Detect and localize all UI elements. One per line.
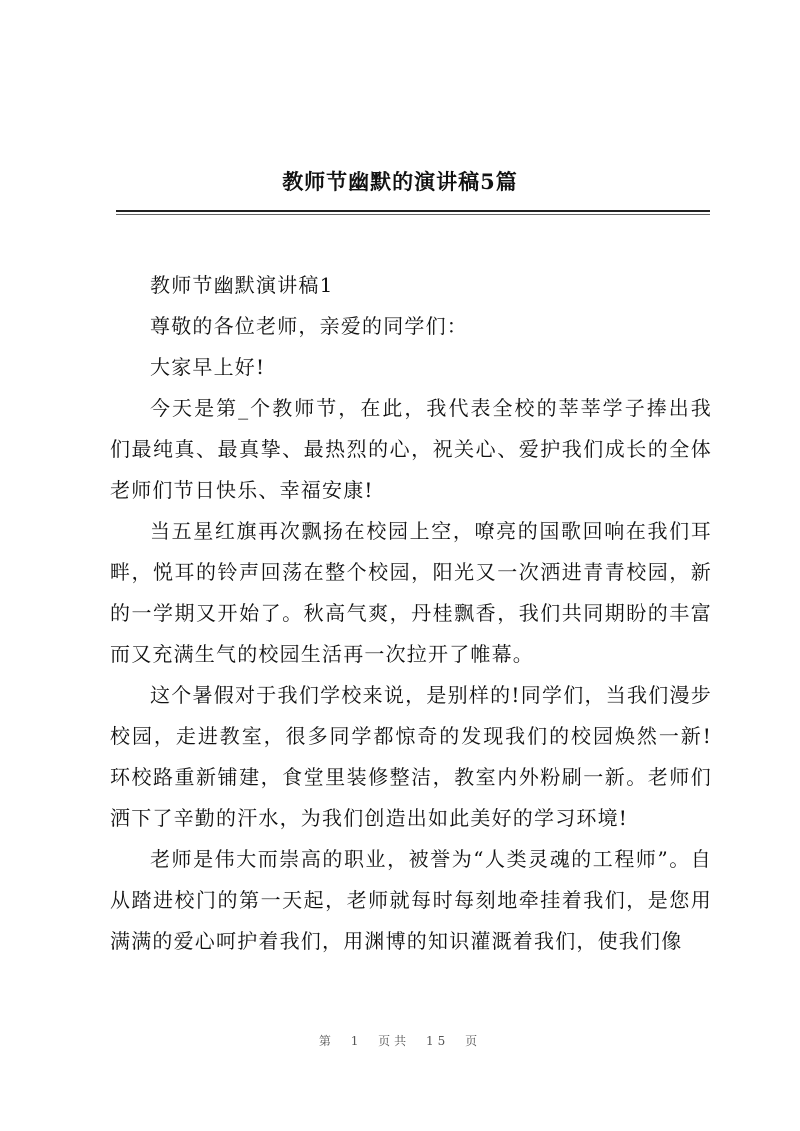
document-title: 教师节幽默的演讲稿5篇	[282, 169, 518, 194]
title-divider-thick	[116, 210, 710, 212]
footer-label-end: 页	[465, 1034, 482, 1048]
paragraph: 这个暑假对于我们学校来说，是别样的!同学们，当我们漫步校园，走进教室，很多同学都惊奇的发现我们的校园焕然一新!环校路重新铺建，食堂里装修整洁，教室内外粉刷一新。老师们洒下了辛勤的汗水，为我们创造出如此美好的学习环境!	[110, 683, 712, 830]
paragraph-salutation: 尊敬的各位老师，亲爱的同学们：	[150, 314, 468, 338]
title-divider-thin	[116, 214, 710, 215]
paragraph: 老师是伟大而崇高的职业，被誉为“人类灵魂的工程师”。自从踏进校门的第一天起，老师就每时每刻地牵挂着我们，是您用满满的爱心呵护着我们，用渊博的知识灌溉着我们，使我们像	[110, 847, 712, 953]
paragraph: 当五星红旗再次飘扬在校园上空，嘹亮的国歌回响在我们耳畔，悦耳的铃声回荡在整个校园，阳光又一次洒进青青校园，新的一学期又开始了。秋高气爽，丹桂飘香，我们共同期盼的丰富而又充满生气的校园生活再一次拉开了帷幕。	[110, 519, 712, 666]
footer-label-page: 第	[318, 1034, 335, 1048]
paragraph-heading: 教师节幽默演讲稿1	[150, 273, 334, 297]
paragraph: 今天是第_个教师节，在此，我代表全校的莘莘学子捧出我们最纯真、最真挚、最热烈的心，祝关心、爱护我们成长的全体老师们节日快乐、幸福安康!	[110, 396, 712, 502]
document-body	[110, 265, 712, 962]
footer-label-of: 页共	[378, 1034, 411, 1048]
footer-total-pages: 15	[426, 1034, 450, 1048]
footer-current-page: 1	[350, 1034, 363, 1048]
page-footer	[0, 1032, 800, 1049]
paragraph-greeting: 大家早上好!	[150, 355, 266, 379]
